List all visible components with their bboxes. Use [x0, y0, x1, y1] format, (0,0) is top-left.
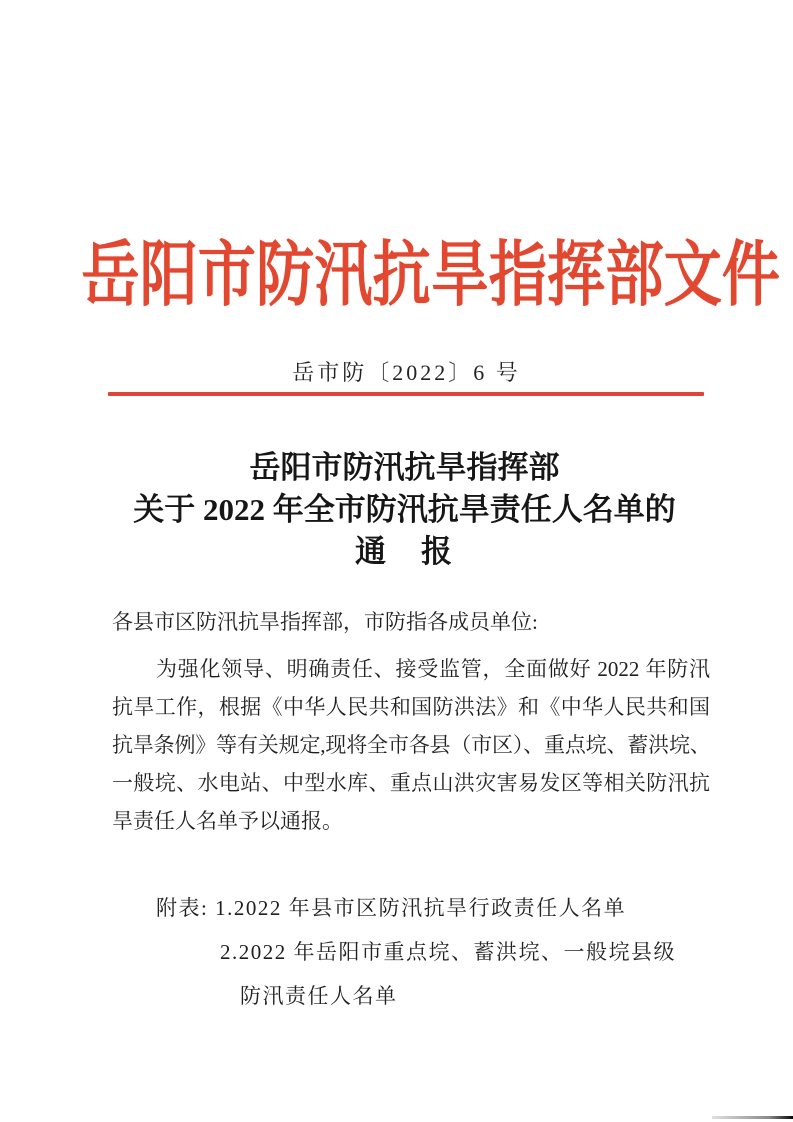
- letterhead-title: 岳阳市防汛抗旱指挥部文件: [81, 237, 781, 315]
- salutation-line: 各县市区防汛抗旱指挥部，市防指各成员单位:: [112, 610, 538, 634]
- body-line-5: 旱责任人名单予以通报。: [112, 809, 343, 833]
- body-paragraph: [112, 650, 710, 840]
- body-line-3: 抗旱条例》等有关规定,现将全市各县（市区）、重点垸、蓄洪垸、: [112, 733, 710, 757]
- body-line-1: 为强化领导、明确责任、接受监管，全面做好 2022 年防汛: [156, 657, 710, 681]
- body-line-2: 抗旱工作，根据《中华人民共和国防洪法》和《中华人民共和国: [112, 695, 710, 719]
- attachment-item-2-continued: 防汛责任人名单: [240, 984, 398, 1008]
- document-title: [8, 447, 793, 573]
- attachment-item-1: 附表: 1.2022 年县市区防汛抗旱行政责任人名单: [156, 896, 627, 920]
- body-line-4: 一般垸、水电站、中型水库、重点山洪灾害易发区等相关防汛抗: [112, 771, 710, 795]
- document-title-line-2: 关于 2022 年全市防汛抗旱责任人名单的: [133, 492, 676, 527]
- scan-edge-artifact: [712, 1116, 793, 1119]
- document-title-line-3: 通 报: [355, 534, 454, 569]
- attachment-item-2: 2.2022 年岳阳市重点垸、蓄洪垸、一般垸县级: [220, 940, 676, 964]
- red-divider-rule: [108, 392, 704, 396]
- document-title-line-1: 岳阳市防汛抗旱指挥部: [249, 450, 560, 485]
- document-number: 岳市防〔2022〕6 号: [292, 360, 521, 385]
- attachment-list: [156, 886, 676, 1018]
